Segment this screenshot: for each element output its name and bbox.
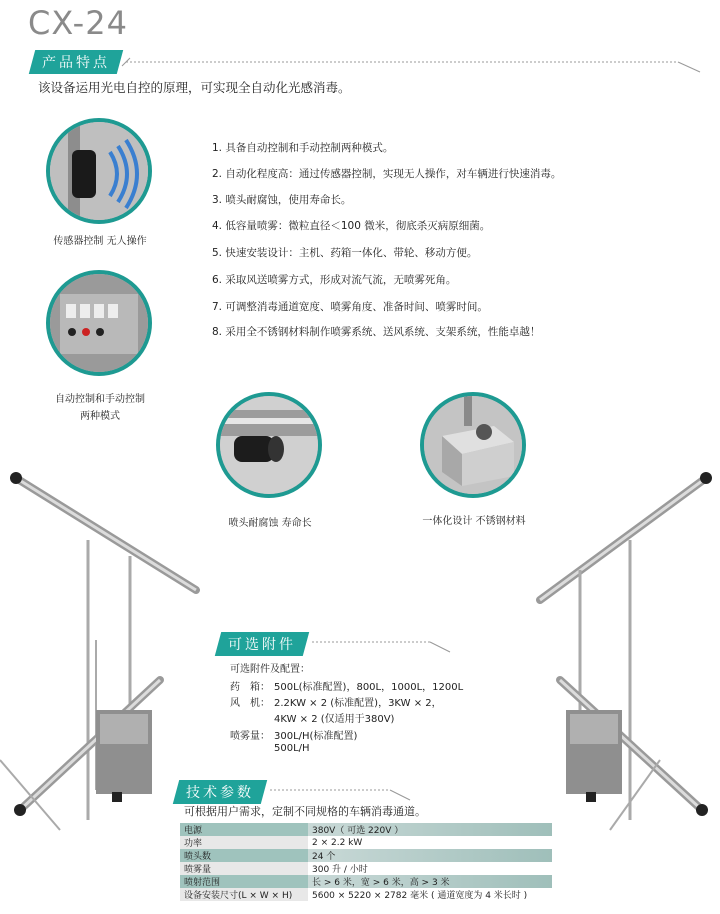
integrated-photo (420, 392, 526, 498)
options-divider (306, 634, 456, 656)
feature-item: 2. 自动化程度高：通过传感器控制，实现无人操作，对车辆进行快速消毒。 (212, 168, 562, 180)
features-title: 产品特点 (42, 55, 110, 71)
option-value: 300L/H(标准配置) (274, 731, 358, 742)
spec-value: 长 > 6 米，宽 > 6 米，高 > 3 米 (308, 875, 552, 888)
feature-item: 7. 可调整消毒通道宽度、喷雾角度、准备时间、喷雾时间。 (212, 301, 488, 313)
spec-key: 喷雾量 (180, 862, 308, 875)
specs-title: 技术参数 (186, 785, 254, 801)
features-badge (29, 50, 123, 74)
integrated-unit-icon (424, 396, 522, 494)
spec-key: 喷射范围 (180, 875, 308, 888)
feature-item: 3. 喷头耐腐蚀，使用寿命长。 (212, 194, 352, 206)
spec-value: 24 个 (308, 849, 552, 862)
sensor-caption: 传感器控制 无人操作 (53, 236, 147, 247)
feature-item: 4. 低容量喷雾：微粒直径＜100 微米，彻底杀灭病原细菌。 (212, 220, 491, 232)
specs-table (180, 823, 552, 901)
spec-row (180, 862, 552, 875)
spec-key: 设备安装尺寸(L × W × H) (180, 888, 308, 901)
features-intro: 该设备运用光电自控的原理，可实现全自动化光感消毒。 (38, 80, 351, 95)
nozzle-caption: 喷头耐腐蚀 寿命长 (228, 518, 312, 529)
option-label: 风 机： (230, 698, 270, 709)
control-caption-line1: 自动控制和手动控制 (55, 394, 145, 405)
spec-value: 2 × 2.2 kW (308, 836, 552, 849)
machine-right-illustration (530, 460, 720, 840)
control-panel-icon (50, 274, 148, 372)
control-caption-line2: 两种模式 (80, 411, 120, 422)
options-badge (215, 632, 309, 656)
option-value: 500L(标准配置)，800L，1000L，1200L (274, 682, 464, 693)
machine-left-illustration (0, 460, 200, 840)
spec-key: 电源 (180, 823, 308, 836)
options-title: 可选附件 (228, 637, 296, 653)
nozzle-icon (220, 396, 318, 494)
spec-row (180, 875, 552, 888)
option-label: 喷雾量： (230, 731, 270, 742)
spec-row (180, 849, 552, 862)
feature-item: 1. 具备自动控制和手动控制两种模式。 (212, 142, 394, 154)
option-value: 4KW × 2 (仅适用于380V) (274, 714, 395, 725)
sensor-photo (46, 118, 152, 224)
feature-item: 5. 快速安装设计：主机、药箱一体化、带轮、移动方便。 (212, 247, 478, 259)
specs-intro: 可根据用户需求，定制不同规格的车辆消毒通道。 (184, 805, 426, 818)
spec-row (180, 888, 552, 901)
control-panel-photo (46, 270, 152, 376)
spec-row (180, 836, 552, 849)
option-label: 药 箱： (230, 682, 270, 693)
spec-key: 喷头数 (180, 849, 308, 862)
spec-row (180, 823, 552, 836)
spec-value: 380V（ 可选 220V ） (308, 823, 552, 836)
spec-value: 300 升 / 小时 (308, 862, 552, 875)
options-heading: 可选附件及配置： (230, 664, 310, 675)
specs-badge (173, 780, 267, 804)
sensor-icon (50, 122, 148, 220)
option-value: 500L/H (274, 743, 310, 754)
option-value: 2.2KW × 2 (标准配置)，3KW × 2， (274, 698, 442, 709)
specs-divider (264, 782, 424, 804)
integrated-caption: 一体化设计 不锈钢材料 (422, 516, 526, 527)
feature-item: 6. 采取风送喷雾方式，形成对流气流，无喷雾死角。 (212, 274, 457, 286)
spec-value: 5600 × 5220 × 2782 毫米 ( 通道宽度为 4 米长时 ) (308, 888, 552, 901)
feature-item: 8. 采用全不锈钢材料制作喷雾系统、送风系统、支架系统，性能卓越！ (212, 326, 541, 338)
spec-key: 功率 (180, 836, 308, 849)
model-title: CX-24 (28, 4, 128, 42)
features-divider (118, 54, 708, 76)
nozzle-photo (216, 392, 322, 498)
